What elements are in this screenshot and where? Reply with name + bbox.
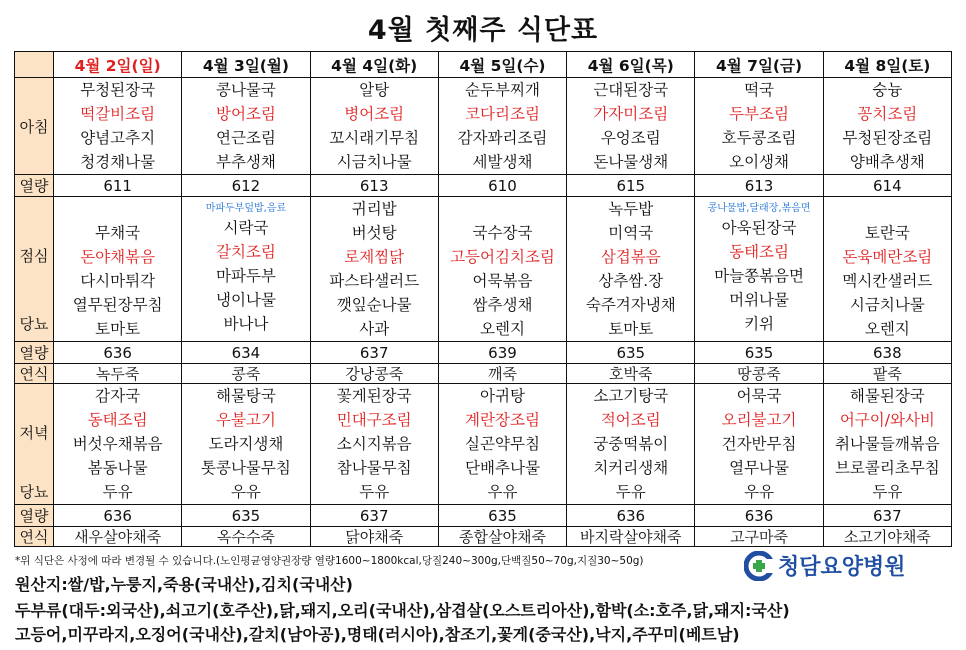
dish-list xyxy=(567,384,694,504)
dish-item: 숙주겨자냉채 xyxy=(585,296,676,314)
dish-item: 돈육메란조림 xyxy=(842,248,933,266)
dish-item: 머위나물 xyxy=(729,291,789,309)
lunch-kcal-row xyxy=(15,342,952,364)
dish-item: 두부조림 xyxy=(729,105,789,123)
dish-item: 깻잎순나물 xyxy=(336,296,412,314)
dish-item: 시금치나물 xyxy=(849,296,925,314)
dish-item: 참나물무침 xyxy=(336,459,412,477)
dish-item: 부추생채 xyxy=(215,153,276,171)
dish-list xyxy=(311,384,438,504)
dish-item: 두유 xyxy=(102,483,133,501)
dish-list xyxy=(54,384,181,504)
dish-item: 꽃게된장국 xyxy=(336,387,412,405)
breakfast-cell xyxy=(54,78,182,175)
dish-item: 무청된장조림 xyxy=(842,129,933,147)
dish-item: 토마토 xyxy=(608,320,654,338)
dish-item: 콩나물국 xyxy=(215,81,276,99)
day-header: 4월 5일(수) xyxy=(438,52,566,78)
snack-value: 닭야채죽 xyxy=(310,527,438,547)
dish-list xyxy=(311,197,438,341)
lunch-cell xyxy=(567,197,695,342)
hospital-name: 청담요양병원 xyxy=(778,555,906,580)
kcal-value: 636 xyxy=(54,342,182,364)
lunch-cell xyxy=(695,197,823,342)
dish-item: 두유 xyxy=(615,483,646,501)
kcal-label: 열량 xyxy=(15,342,54,364)
breakfast-cell xyxy=(567,78,695,175)
dish-item: 시락국 xyxy=(223,219,269,237)
dinner-cell xyxy=(182,384,310,505)
dish-spacer xyxy=(824,197,951,221)
dish-item: 열무된장무침 xyxy=(72,296,163,314)
corner-cell xyxy=(15,52,54,78)
breakfast-row xyxy=(15,78,952,175)
lunch-cell xyxy=(54,197,182,342)
dish-list xyxy=(695,384,822,504)
snack-label: 연식 xyxy=(15,364,54,384)
dish-list xyxy=(182,78,309,174)
kcal-label: 열량 xyxy=(15,175,54,197)
dish-item: 청경채나물 xyxy=(80,153,156,171)
kcal-value: 612 xyxy=(182,175,310,197)
dinner-cell xyxy=(438,384,566,505)
dish-item: 꽁치조림 xyxy=(857,105,918,123)
afternoon-snack-row xyxy=(15,364,952,384)
diabetic-label: 당뇨 xyxy=(19,315,49,333)
dish-item: 파스타샐러드 xyxy=(329,272,420,290)
dish-item: 아귀탕 xyxy=(480,387,525,405)
dish-item: 오렌지 xyxy=(480,320,525,338)
dish-item: 우유 xyxy=(744,483,775,501)
dish-item: 근대된장국 xyxy=(593,81,669,99)
dish-list xyxy=(695,202,822,336)
dish-item: 양배추생채 xyxy=(849,153,925,171)
dish-item: 시금치나물 xyxy=(336,153,412,171)
snack-value: 바지락살야채죽 xyxy=(567,527,695,547)
dish-item: 민대구조림 xyxy=(336,411,412,429)
snack-value: 땅콩죽 xyxy=(695,364,823,384)
kcal-value: 636 xyxy=(567,505,695,527)
breakfast-label: 아침 xyxy=(15,78,54,175)
dish-spacer xyxy=(54,197,181,221)
dish-item: 토마토 xyxy=(95,320,141,338)
dish-list xyxy=(695,78,822,174)
dish-item: 마파두부 xyxy=(215,267,276,285)
day-header: 4월 2일(일) xyxy=(54,52,182,78)
dish-item: 무청된장국 xyxy=(80,81,156,99)
snack-value: 호박죽 xyxy=(567,364,695,384)
origin-line: 고등어,미꾸라지,오징어(국내산),갈치(남아공),명태(러시아),참조기,꽃게(중국산),낙지,주꾸미(베트남) xyxy=(15,625,740,644)
dinner-cell xyxy=(567,384,695,505)
snack-label: 연식 xyxy=(15,527,54,547)
dish-item: 궁중떡볶이 xyxy=(593,435,669,453)
dish-item: 어구이/와사비 xyxy=(839,411,935,429)
day-header: 4월 8일(토) xyxy=(823,52,951,78)
lunch-cell xyxy=(310,197,438,342)
dish-list xyxy=(824,197,951,341)
kcal-value: 638 xyxy=(823,342,951,364)
dinner-cell xyxy=(310,384,438,505)
dish-item: 우유 xyxy=(230,483,261,501)
dish-item: 귀리밥 xyxy=(351,200,397,218)
diabetic-label: 당뇨 xyxy=(19,483,49,501)
snack-value: 옥수수죽 xyxy=(182,527,310,547)
dish-item: 숭늉 xyxy=(872,81,903,99)
dish-list xyxy=(439,384,566,504)
breakfast-cell xyxy=(438,78,566,175)
dish-item: 실곤약무침 xyxy=(465,435,540,453)
dish-list xyxy=(54,78,181,174)
dish-item: 세발생채 xyxy=(472,153,533,171)
page-title: 4월 첫째주 식단표 xyxy=(367,15,599,46)
dinner-cell xyxy=(823,384,951,505)
dish-item: 호두콩조림 xyxy=(721,129,797,147)
breakfast-cell xyxy=(695,78,823,175)
dish-item: 어묵국 xyxy=(736,387,782,405)
evening-snack-row xyxy=(15,527,952,547)
dish-item: 돈야채볶음 xyxy=(80,248,156,266)
dish-item: 키위 xyxy=(744,315,775,333)
dish-item: 건자반무침 xyxy=(721,435,797,453)
breakfast-cell xyxy=(310,78,438,175)
day-header: 4월 4일(화) xyxy=(310,52,438,78)
dish-item: 열무나물 xyxy=(729,459,789,477)
dinner-cell xyxy=(695,384,823,505)
menu-table xyxy=(14,51,952,547)
dish-item: 우엉조림 xyxy=(600,129,661,147)
dish-item: 코다리조림 xyxy=(465,105,540,123)
dish-item: 상추쌈.장 xyxy=(598,272,664,290)
kcal-value: 636 xyxy=(695,505,823,527)
dish-item: 떡갈비조림 xyxy=(80,105,156,123)
dish-item: 삼겹볶음 xyxy=(600,248,661,266)
dish-item: 떡국 xyxy=(744,81,775,99)
kcal-value: 639 xyxy=(438,342,566,364)
dish-item: 어묵볶음 xyxy=(472,272,533,290)
dish-item: 미역국 xyxy=(608,224,654,242)
snack-value: 종합살야채죽 xyxy=(438,527,566,547)
dish-item: 버섯우채볶음 xyxy=(72,435,163,453)
day-header: 4월 7일(금) xyxy=(695,52,823,78)
lunch-row xyxy=(15,197,952,342)
dish-item: 연근조림 xyxy=(215,129,276,147)
lunch-label: 점심 xyxy=(19,247,49,265)
kcal-value: 635 xyxy=(438,505,566,527)
kcal-value: 613 xyxy=(310,175,438,197)
dish-item: 버섯탕 xyxy=(351,224,397,242)
dish-item: 소시지볶음 xyxy=(336,435,412,453)
kcal-value: 615 xyxy=(567,175,695,197)
day-header-row xyxy=(15,52,952,78)
dish-spacer xyxy=(439,197,566,221)
day-header: 4월 6일(목) xyxy=(567,52,695,78)
dish-item: 단배추나물 xyxy=(465,459,540,477)
lunch-note: 콩나물밥,달래장,볶음면 xyxy=(707,203,811,214)
dish-item: 봄동나물 xyxy=(87,459,148,477)
dish-item: 동태조림 xyxy=(87,411,148,429)
dish-item: 꼬시래기무침 xyxy=(329,129,420,147)
kcal-value: 613 xyxy=(695,175,823,197)
kcal-value: 610 xyxy=(438,175,566,197)
kcal-label: 열량 xyxy=(15,505,54,527)
dish-item: 다시마튀각 xyxy=(80,272,156,290)
kcal-value: 611 xyxy=(54,175,182,197)
dish-item: 병어조림 xyxy=(344,105,405,123)
kcal-value: 614 xyxy=(823,175,951,197)
dish-item: 오렌지 xyxy=(864,320,910,338)
dish-item: 쌈추생채 xyxy=(472,296,533,314)
kcal-value: 634 xyxy=(182,342,310,364)
dish-item: 도라지생채 xyxy=(208,435,284,453)
snack-value: 강낭콩죽 xyxy=(310,364,438,384)
dish-item: 방어조림 xyxy=(215,105,276,123)
dish-list xyxy=(182,384,309,504)
dish-item: 톳콩나물무침 xyxy=(201,459,291,477)
dish-item: 감자국 xyxy=(95,387,141,405)
dish-item: 브로콜리초무침 xyxy=(834,459,940,477)
dish-item: 알탕 xyxy=(359,81,390,99)
dish-item: 소고기탕국 xyxy=(593,387,669,405)
dish-item: 갈치조림 xyxy=(215,243,276,261)
dish-list xyxy=(824,384,951,504)
dish-item: 우유 xyxy=(487,483,518,501)
dish-item: 사과 xyxy=(359,320,390,338)
snack-value: 새우살야채죽 xyxy=(54,527,182,547)
day-header: 4월 3일(월) xyxy=(182,52,310,78)
dish-item: 취나물들깨볶음 xyxy=(834,435,940,453)
lunch-cell xyxy=(182,197,310,342)
origin-line: 두부류(대두:외국산),쇠고기(호주산),닭,돼지,오리(국내산),삼겹살(오스트리아산),함박(소:호주,닭,돼지:국산) xyxy=(15,601,790,620)
kcal-value: 637 xyxy=(310,342,438,364)
dish-item: 마늘쫑볶음면 xyxy=(714,267,804,285)
snack-value: 팥죽 xyxy=(823,364,951,384)
lunch-label-cell xyxy=(15,197,54,342)
breakfast-cell xyxy=(182,78,310,175)
kcal-value: 635 xyxy=(695,342,823,364)
dish-item: 오리불고기 xyxy=(721,411,797,429)
dish-list xyxy=(567,197,694,341)
dish-list xyxy=(311,78,438,174)
dinner-kcal-row xyxy=(15,505,952,527)
dinner-label: 저녁 xyxy=(19,424,49,442)
snack-value: 깨죽 xyxy=(438,364,566,384)
dish-item: 로제찜닭 xyxy=(344,248,405,266)
snack-value: 녹두죽 xyxy=(54,364,182,384)
dish-item: 양념고추지 xyxy=(80,129,156,147)
snack-value: 콩죽 xyxy=(182,364,310,384)
kcal-value: 637 xyxy=(310,505,438,527)
kcal-value: 635 xyxy=(567,342,695,364)
hospital-logo xyxy=(744,550,906,581)
kcal-value: 635 xyxy=(182,505,310,527)
dish-list xyxy=(439,197,566,341)
dish-item: 계란장조림 xyxy=(465,411,540,429)
dish-item: 적어조림 xyxy=(600,411,661,429)
dish-item: 해물탕국 xyxy=(215,387,276,405)
dish-list xyxy=(182,202,309,336)
dish-item: 감자꽈리조림 xyxy=(457,129,548,147)
dish-item: 돈나물생채 xyxy=(593,153,669,171)
dish-item: 두유 xyxy=(359,483,390,501)
dinner-label-cell xyxy=(15,384,54,505)
dish-item: 해물된장국 xyxy=(849,387,925,405)
dish-item: 무채국 xyxy=(95,224,141,242)
hospital-logo-icon xyxy=(744,551,774,581)
dish-item: 바나나 xyxy=(223,315,269,333)
dish-item: 순두부찌개 xyxy=(465,81,540,99)
lunch-cell xyxy=(438,197,566,342)
dish-item: 두유 xyxy=(872,483,903,501)
origin-line: 원산지:쌀/밥,누룽지,죽용(국내산),김치(국내산) xyxy=(15,575,353,594)
breakfast-kcal-row xyxy=(15,175,952,197)
dish-item: 아욱된장국 xyxy=(721,219,797,237)
snack-value: 소고기야채죽 xyxy=(823,527,951,547)
lunch-note: 마파두부덮밥,음료 xyxy=(205,203,287,214)
kcal-value: 636 xyxy=(54,505,182,527)
dish-list xyxy=(824,78,951,174)
dish-item: 녹두밥 xyxy=(608,200,654,218)
dinner-row xyxy=(15,384,952,505)
dish-item: 토란국 xyxy=(864,224,910,242)
dish-item: 국수장국 xyxy=(472,224,533,242)
dish-item: 멕시칸샐러드 xyxy=(842,272,933,290)
dish-item: 고등어김치조림 xyxy=(450,248,555,266)
dish-item: 우불고기 xyxy=(215,411,276,429)
snack-value: 고구마죽 xyxy=(695,527,823,547)
dish-list xyxy=(439,78,566,174)
dish-list xyxy=(567,78,694,174)
dish-item: 치커리생채 xyxy=(593,459,669,477)
kcal-value: 637 xyxy=(823,505,951,527)
dish-item: 동태조림 xyxy=(729,243,789,261)
dish-item: 가자미조림 xyxy=(593,105,669,123)
dinner-cell xyxy=(54,384,182,505)
dish-item: 오이생채 xyxy=(729,153,789,171)
breakfast-cell xyxy=(823,78,951,175)
dish-item: 냉이나물 xyxy=(215,291,276,309)
dish-list xyxy=(54,197,181,341)
lunch-cell xyxy=(823,197,951,342)
footnote: *위 식단은 사정에 따라 변경될 수 있습니다.(노인평균영양권장량 열량1600~1800kcal,당질240~300g,단백질50~70g,지질30~50g) xyxy=(15,555,644,567)
